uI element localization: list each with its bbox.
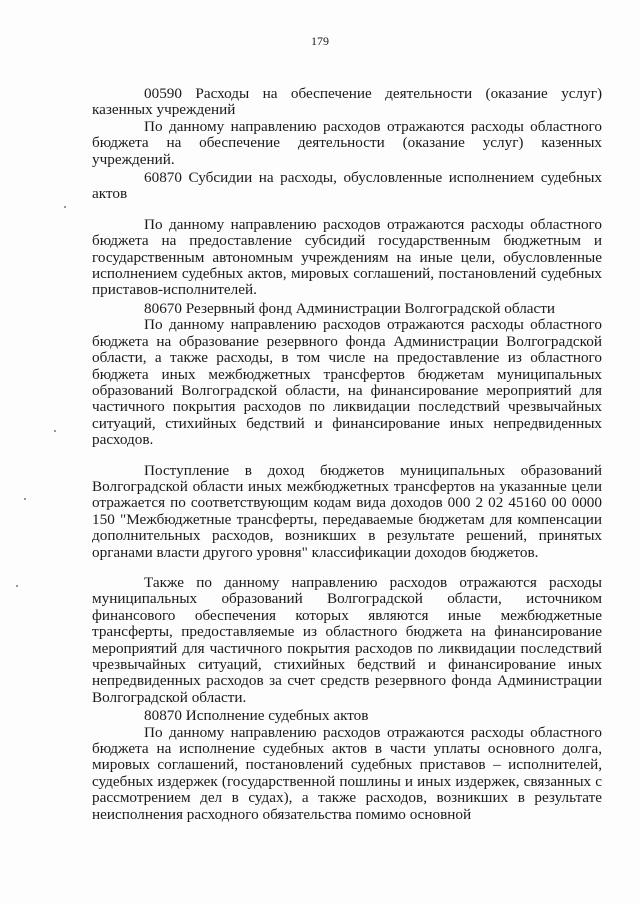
section-heading-80670: 80670 Резервный фонд Администрации Волгоградской области: [144, 299, 556, 317]
section-paragraph: По данному направлению расходов отражаются расходы областного бюджета на предоставление субсидий государственным бюджетным и государственным автономным учреждениям на иные цели, обусловленные исполнением судебных актов, мировых соглашений, постановлений судебных приставов-исполнителей.: [92, 215, 602, 299]
section-heading-80870: 80870 Исполнение судебных актов: [144, 707, 369, 725]
section-paragraph: По данному направлению расходов отражаются расходы областного бюджета на образование резервного фонда Администрации Волгоградской области, а также расходы, в том числе на предоставление из областного бюджета иных межбюджетных трансфертов бюджетам муниципальных образований Волгоградской области, на финансирование мероприятий для частичного покрытия расходов по ликвидации последствий чрезвычайных ситуаций, стихийных бедствий и финансирование иных непредвиденных расходов.: [92, 316, 602, 449]
scan-speck: [16, 585, 18, 587]
scan-speck: [24, 498, 26, 500]
document-body: [92, 84, 602, 823]
page-number: 179: [311, 34, 329, 48]
section-paragraph: По данному направлению расходов отражаются расходы областного бюджета на обеспечение деятельности (оказание услуг) казенных учреждений.: [92, 117, 602, 168]
scan-speck: [64, 206, 66, 208]
section-paragraph: По данному направлению расходов отражаются расходы областного бюджета на исполнение судебных актов в части уплаты основного долга, мировых соглашений, постановлений судебных приставов – исполнителей, судебных издержек (государственной пошлины и иных издержек, связанных с рассмотрением дел в судах), а также расходов, возникших в результате неисполнения расходного обязательства помимо основной: [92, 723, 602, 823]
scan-speck: [54, 430, 56, 432]
section-paragraph: Также по данному направлению расходов отражаются расходы муниципальных образований Волгоградской области, источником финансового обеспечения которых являются иные межбюджетные трансферты, предоставляемые из областного бюджета на финансирование мероприятий для частичного покрытия расходов по ликвидации последствий чрезвычайных ситуаций, стихийных бедствий и финансирование иных непредвиденных расходов за счет средств резервного фонда Администрации Волгоградской области.: [92, 573, 602, 706]
section-heading-00590: 00590 Расходы на обеспечение деятельности (оказание услуг) казенных учреждений: [92, 85, 602, 119]
section-paragraph: Поступление в доход бюджетов муниципальных образований Волгоградской области иных межбюджетных трансфертов на указанные цели отражается по соответствующим кодам вида доходов 000 2 02 45160 00 0000 150 "Межбюджетные трансферты, передаваемые бюджетам для компенсации дополнительных расходов, возникших в результате решений, принятых органами власти другого уровня" классификации доходов бюджетов.: [92, 461, 602, 561]
section-heading-60870: 60870 Субсидии на расходы, обусловленные исполнением судебных актов: [92, 169, 602, 203]
